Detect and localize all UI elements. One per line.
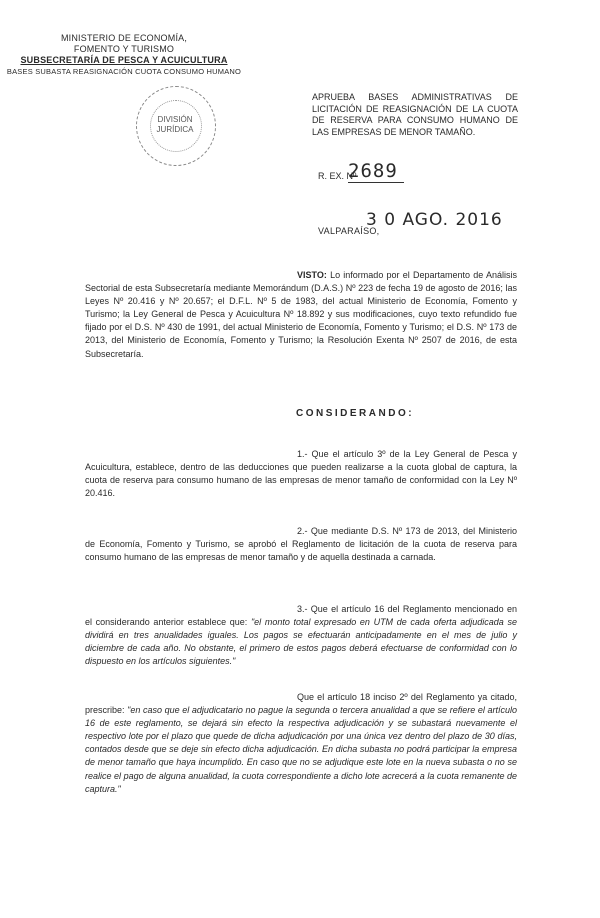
place-label: VALPARAÍSO, [318,226,380,236]
document-subject-line: BASES SUBASTA REASIGNACIÓN CUOTA CONSUMO HUMANO [6,67,242,76]
stamp-line-1: DIVISIÓN [157,115,193,124]
item-2-text: 2.- Que mediante D.S. Nº 173 de 2013, del Ministerio de Economía, Fomento y Turismo, se aprobó el Reglamento de licitación de la cuota de reserva para consumo humano de las empresas de menor tamaño y de aquella destinada a carnada. [85,526,517,563]
item-4-quote: "en caso que el adjudicatario no pague la segunda o tercera anualidad a que se refiere el artículo 16 de este reglamento, se dejará sin efecto la respectiva adjudicación y se subastará nuevamente el respectivo lote por el plazo que quede de dicha adjudicación por una única vez dentro del plazo de 30 días, contados desde que se deje sin efecto dicha adjudicación. En dicha subasta no podrá participar la empresa de menor tamaño que haya incumplido. En caso que no se adjudique este lote en la nueva subasta o no se realice el pago de alguna anualidad, la cuota correspondiente a dicho lote acrecerá a la cuota remanente de captura." [85,705,517,794]
ministry-name: MINISTERIO DE ECONOMÍA, [60,33,188,43]
ministry-subname: FOMENTO Y TURISMO [73,44,175,54]
considerando-title: CONSIDERANDO: [296,408,415,419]
official-stamp-text [140,115,210,135]
considerando-item-1 [85,448,517,500]
item-1-text: 1.- Que el artículo 3º de la Ley General de Pesca y Acuicultura, establece, dentro de las deducciones que pueden realizarse a la cuota global de captura, la cuota de reserva para consumo humano de las empresas de menor tamaño de conformidad con la Ley Nº 20.416. [85,449,517,499]
considerando-item-4 [85,691,517,796]
resolution-date: 3 0 AGO. 2016 [366,210,503,230]
considerando-item-2 [85,525,517,564]
item-3-text: 3.- Que el artículo 16 del Reglamento mencionado en el considerando anterior establece que: [85,604,517,628]
visto-label: VISTO: [297,270,327,280]
visto-text: Lo informado por el Departamento de Análisis Sectorial de esta Subsecretaría mediante Memorándum (D.A.S.) Nº 223 de fecha 19 de agosto de 2016; las Leyes Nº 20.416 y Nº 20.657; el D.F.L. Nº 5 de 1983, del actual Ministerio de Economía, Fomento y Turismo; la Ley General de Pesca y Acuicultura Nº 18.892 y sus modificaciones, cuyo texto refundido fue fijado por el D.S. Nº 430 de 1991, del actual Ministerio de Economía, Fomento y Turismo; el D.S. Nº 173 de 2013, del Ministerio de Economía, Fomento y Turismo; la Resolución Exenta Nº 2507 de 2016, de esta Subsecretaría. [85,270,517,359]
visto-paragraph [85,269,517,361]
subsecretaria-name: SUBSECRETARÍA DE PESCA Y ACUICULTURA [20,55,228,65]
item-3-quote: "el monto total expresado en UTM de cada oferta adjudicada se dividirá en tres anualidades iguales. Los pagos se efectuarán anticipadamente en el mes de julio y diciembre de cada año. No obstante, el primero de estos pagos deberá efectuarse de conformidad con lo dispuesto en los artículos siguientes." [85,617,517,667]
resolution-number: 2689 [348,160,404,183]
ministry-header [0,33,248,77]
stamp-line-2: JURÍDICA [156,125,194,134]
resolution-summary: APRUEBA BASES ADMINISTRATIVAS DE LICITACIÓN DE REASIGNACIÓN DE LA CUOTA DE RESERVA PARA CONSUMO HUMANO DE LAS EMPRESAS DE MENOR TAMAÑO. [312,92,518,137]
resolution-label: R. EX. Nº [318,171,357,181]
considerando-item-3 [85,603,517,668]
item-4-text: Que el artículo 18 inciso 2º del Reglamento ya citado, prescribe: [85,692,517,716]
